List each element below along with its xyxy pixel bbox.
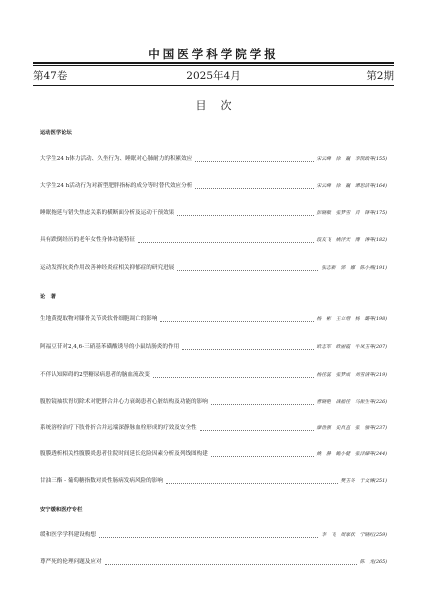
entry-authors-page: 姚 静 鲍小健 张洋娣等(244) [316, 452, 387, 457]
entry-title: 腹腔镜袖状胃切除术对肥胖合并心力衰竭患者心脏结构及功能的影响 [40, 399, 208, 405]
dot-leader [211, 404, 314, 405]
dot-leader [211, 456, 314, 457]
entry-title: 甘油三酯 - 葡萄糖指数对炎性肠病发病风险的影响 [40, 478, 163, 484]
toc-entry[interactable] [40, 182, 387, 191]
entry-authors-page: 欧志军 欧丽霞 牛凤玉等(207) [316, 345, 387, 350]
entry-authors-page: 廖世强 史自直 张 強等(237) [316, 426, 387, 431]
section-heading: 安宁缓和医疗专栏 [40, 507, 83, 513]
toc-entry[interactable] [40, 264, 387, 273]
entry-authors-page: 张志新 郭 娜 陈小燕(191) [321, 266, 387, 271]
toc-entry[interactable] [40, 315, 387, 324]
entry-title: 生地黄提取物对膝骨关节炎软骨细胞凋亡的影响 [40, 316, 158, 322]
entry-title: 腹膜透析相关性腹膜炎患者住院时间延长危险因素分析及列线图构建 [40, 451, 208, 457]
entry-authors-page: 宋云峰 徐 巍 谭思洁等(164) [316, 184, 387, 189]
entry-title: 大学生24 h活动行为对新型肥胖指标的成分等时替代效应分析 [40, 183, 193, 189]
toc-entry[interactable] [40, 398, 387, 407]
entry-authors-page: 曹晓艳 战福佳 马振生等(226) [316, 400, 387, 405]
entry-title: 睡眠拖延与错失焦虑关系的横断面分析及运动干预效果 [40, 210, 175, 216]
entry-title: 尊严死的伦理问题及应对 [40, 559, 102, 565]
dot-leader [99, 537, 318, 538]
entry-title: 阿福豆苷对2,4,6-三硝基苯磺酸诱导的小鼠结肠炎的作用 [40, 344, 180, 350]
dot-leader [105, 564, 357, 565]
dot-leader [160, 321, 314, 322]
entry-authors-page: 杨 彬 王立增 杨 璐等(198) [316, 317, 387, 322]
header-rule-thick [33, 62, 394, 64]
issue-date: 2025年4月 [186, 70, 241, 82]
issue-number: 第2期 [366, 70, 394, 82]
toc-entry[interactable] [40, 450, 387, 459]
dot-leader [177, 270, 318, 271]
entry-title: 缓和医学学科建设构想 [40, 532, 96, 538]
header-rule-bottom [33, 85, 394, 86]
dot-leader [138, 242, 314, 243]
toc-entry[interactable] [40, 155, 387, 164]
journal-title: 中国医学科学院学报 [148, 47, 279, 61]
section-heading: 论 著 [40, 294, 56, 300]
toc-entry[interactable] [40, 236, 387, 245]
section-heading: 运动医学论坛 [40, 130, 72, 136]
dot-leader [195, 188, 314, 189]
entry-authors-page: 樊玉冬 于文博(251) [340, 479, 387, 484]
toc-entry[interactable] [40, 209, 387, 218]
toc-entry[interactable] [40, 558, 387, 567]
toc-entry[interactable] [40, 371, 387, 380]
issue-info [33, 68, 394, 82]
volume-label: 第47卷 [33, 70, 68, 82]
dot-leader [153, 377, 314, 378]
entry-authors-page: 宋云峰 徐 巍 李凯政等(155) [316, 157, 387, 162]
dot-leader [182, 349, 314, 350]
dot-leader [177, 215, 314, 216]
toc-entry[interactable] [40, 477, 387, 486]
entry-authors-page: 彭晓敏 张梦雪 肖 锋等(175) [316, 211, 387, 216]
dot-leader [166, 483, 338, 484]
entry-title: 运动发挥抗炎作用改善神经炎症相关抑郁症的研究进展 [40, 265, 175, 271]
entry-authors-page: 陈 龙(265) [359, 560, 387, 565]
entry-authors-page: 段友飞 姚浮天 傅 涛等(182) [316, 238, 387, 243]
header-rule-thin [33, 65, 394, 66]
entry-title: 系统溶栓治疗下肢骨折合并远端深静脉血栓形成的疗效及安全性 [40, 425, 197, 431]
toc-title: 目次 [195, 99, 246, 112]
entry-authors-page: 李 飞 周家状 宁晓红(259) [321, 533, 387, 538]
toc-entry[interactable] [40, 343, 387, 352]
dot-leader [200, 430, 314, 431]
toc-entry[interactable] [40, 424, 387, 433]
dot-leader [195, 161, 314, 162]
entry-title: 大学生24 h体力活动、久坐行为、睡眠对心肺耐力的积累效应 [40, 156, 193, 162]
toc-entry[interactable] [40, 531, 387, 540]
entry-title: 不伴认知障碍的2型糖尿病患者的脑血流改变 [40, 372, 150, 378]
entry-authors-page: 杨佳蕊 张梦成 刘雪清等(219) [316, 373, 387, 378]
entry-title: 具有跌倒经历的老年女性身体功能特征 [40, 237, 136, 243]
